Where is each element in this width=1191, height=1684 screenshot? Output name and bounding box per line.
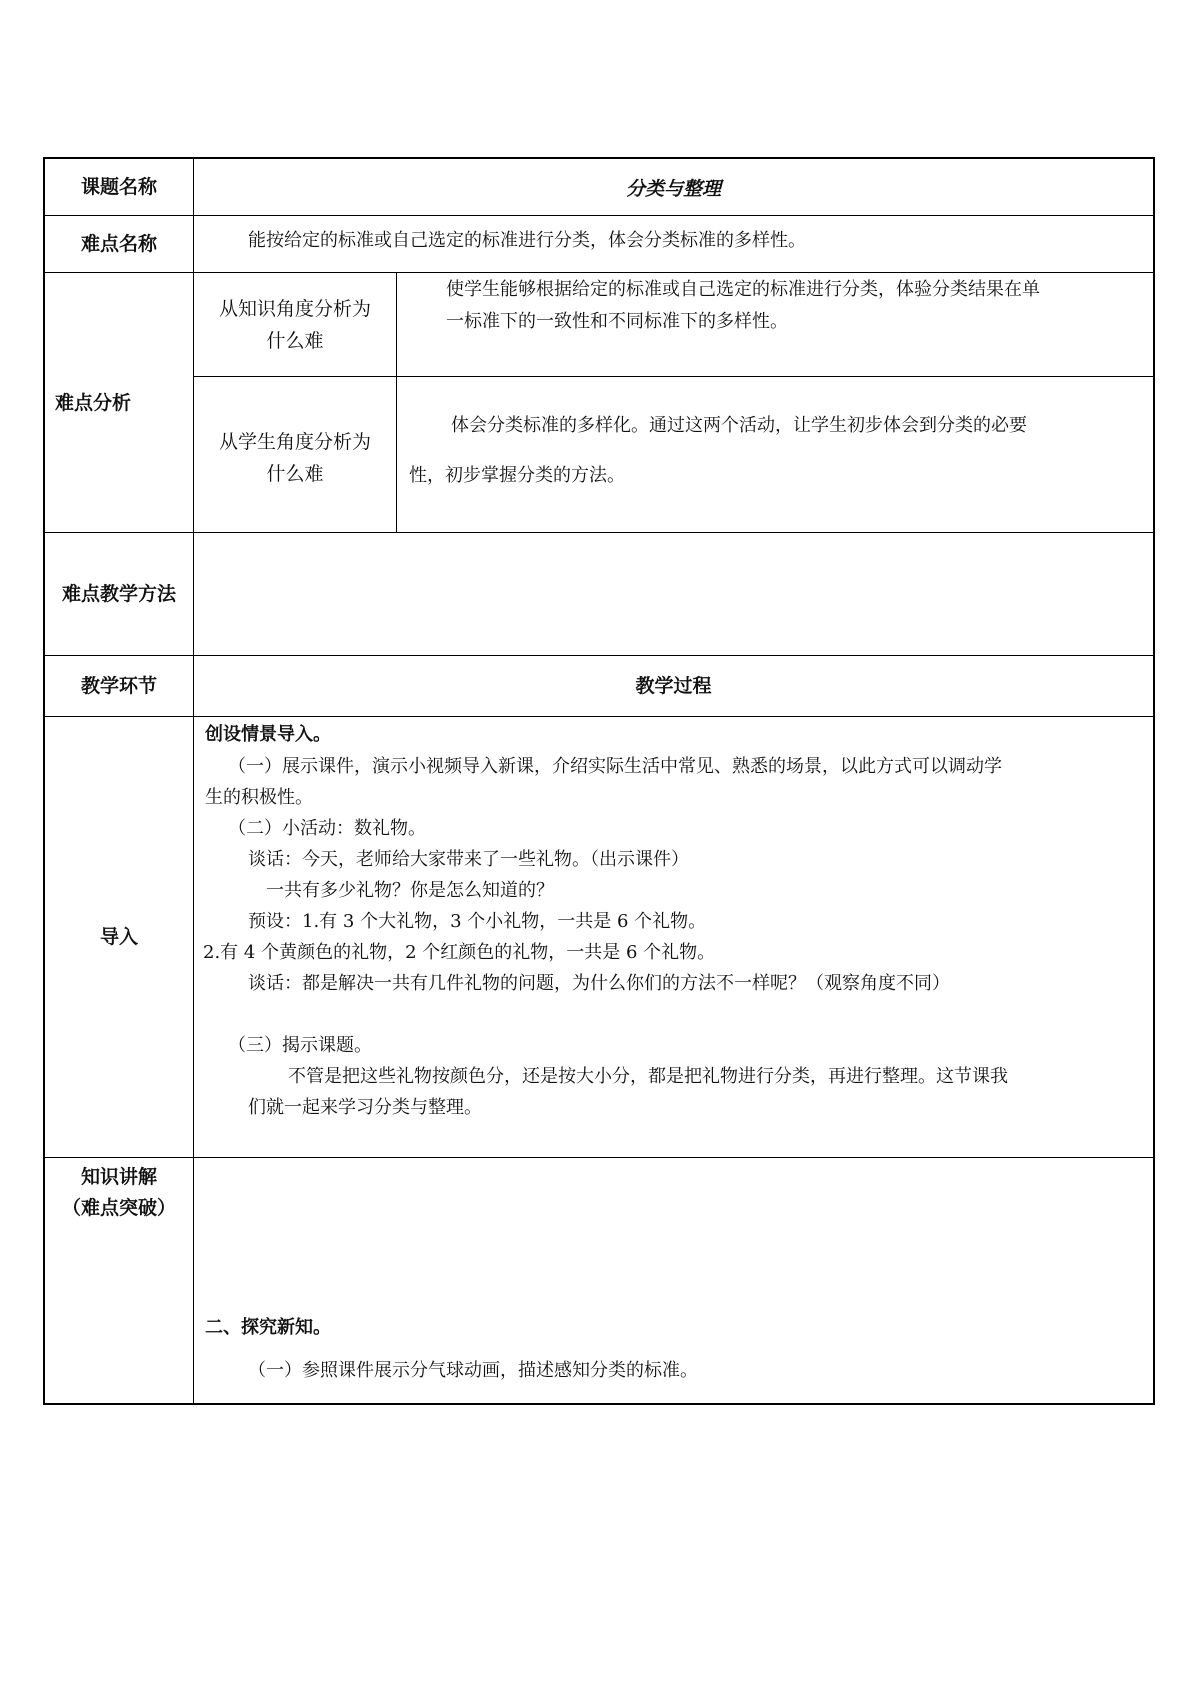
intro-line: 谈话：今天，老师给大家带来了一些礼物。（出示课件） (248, 849, 689, 870)
student-angle-text-line2: 性，初步掌握分类的方法。 (409, 465, 625, 486)
knowledge-angle-label-line2: 什么难 (266, 329, 324, 352)
intro-line: 们就一起来学习分类与整理。 (248, 1097, 482, 1118)
intro-line: （三）揭示课题。 (228, 1035, 372, 1056)
intro-line: 一共有多少礼物？你是怎么知道的？ (266, 880, 554, 901)
intro-line: 不管是把这些礼物按颜色分，还是按大小分，都是把礼物进行分类，再进行整理。这节课我 (288, 1066, 1008, 1087)
course-name-value: 分类与整理 (625, 177, 721, 200)
difficulty-name-label: 难点名称 (80, 233, 157, 255)
teaching-stage-header: 教学环节 (80, 675, 157, 697)
course-name-label: 课题名称 (80, 176, 157, 198)
knowledge-angle-text-line2: 一标准下的一致性和不同标准下的多样性。 (446, 311, 788, 332)
difficulty-name-value: 能按给定的标准或自己选定的标准进行分类，体会分类标准的多样性。 (248, 230, 806, 251)
knowledge-angle-label-line1: 从知识角度分析为 (218, 297, 371, 320)
row-divider (43, 215, 1155, 216)
knowledge-line: 二、探究新知。 (205, 1317, 331, 1338)
intro-line: 谈话：都是解决一共有几件礼物的问题，为什么你们的方法不一样呢？（观察角度不同） (248, 973, 950, 994)
knowledge-explain-label-line1: 知识讲解 (80, 1166, 157, 1188)
student-angle-label-line1: 从学生角度分析为 (218, 430, 371, 453)
knowledge-explain-label-line2: （难点突破） (61, 1197, 176, 1219)
knowledge-angle-text-line1: 使学生能够根据给定的标准或自己选定的标准进行分类，体验分类结果在单 (446, 279, 1040, 300)
teaching-method-label: 难点教学方法 (61, 583, 176, 605)
student-angle-label (194, 377, 396, 532)
intro-line: 创设情景导入。 (205, 724, 331, 745)
intro-line: （一）展示课件，演示小视频导入新课，介绍实际生活中常见、熟悉的场景，以此方式可以调动学 (228, 756, 1002, 777)
teaching-process-header: 教学过程 (635, 675, 712, 697)
row-divider (43, 716, 1155, 717)
student-angle-label-line2: 什么难 (266, 462, 324, 485)
knowledge-explain-label (45, 1158, 193, 1228)
row-divider (43, 1157, 1155, 1158)
intro-line: 生的积极性。 (205, 787, 313, 808)
intro-line: （二）小活动：数礼物。 (228, 818, 426, 839)
student-angle-text-line1: 体会分类标准的多样化。通过这两个活动，让学生初步体会到分类的必要 (451, 415, 1027, 436)
intro-label: 导入 (99, 926, 138, 948)
column-divider-analysis (396, 272, 397, 532)
knowledge-angle-label (194, 273, 396, 376)
knowledge-line: （一）参照课件展示分气球动画，描述感知分类的标准。 (248, 1360, 698, 1381)
teaching-method-value (205, 533, 1145, 655)
intro-line: 2.有 4 个黄颜色的礼物，2 个红颜色的礼物，一共是 6 个礼物。 (203, 942, 716, 963)
difficulty-analysis-label: 难点分析 (55, 391, 132, 414)
intro-line: 预设：1.有 3 个大礼物，3 个小礼物，一共是 6 个礼物。 (248, 911, 707, 932)
